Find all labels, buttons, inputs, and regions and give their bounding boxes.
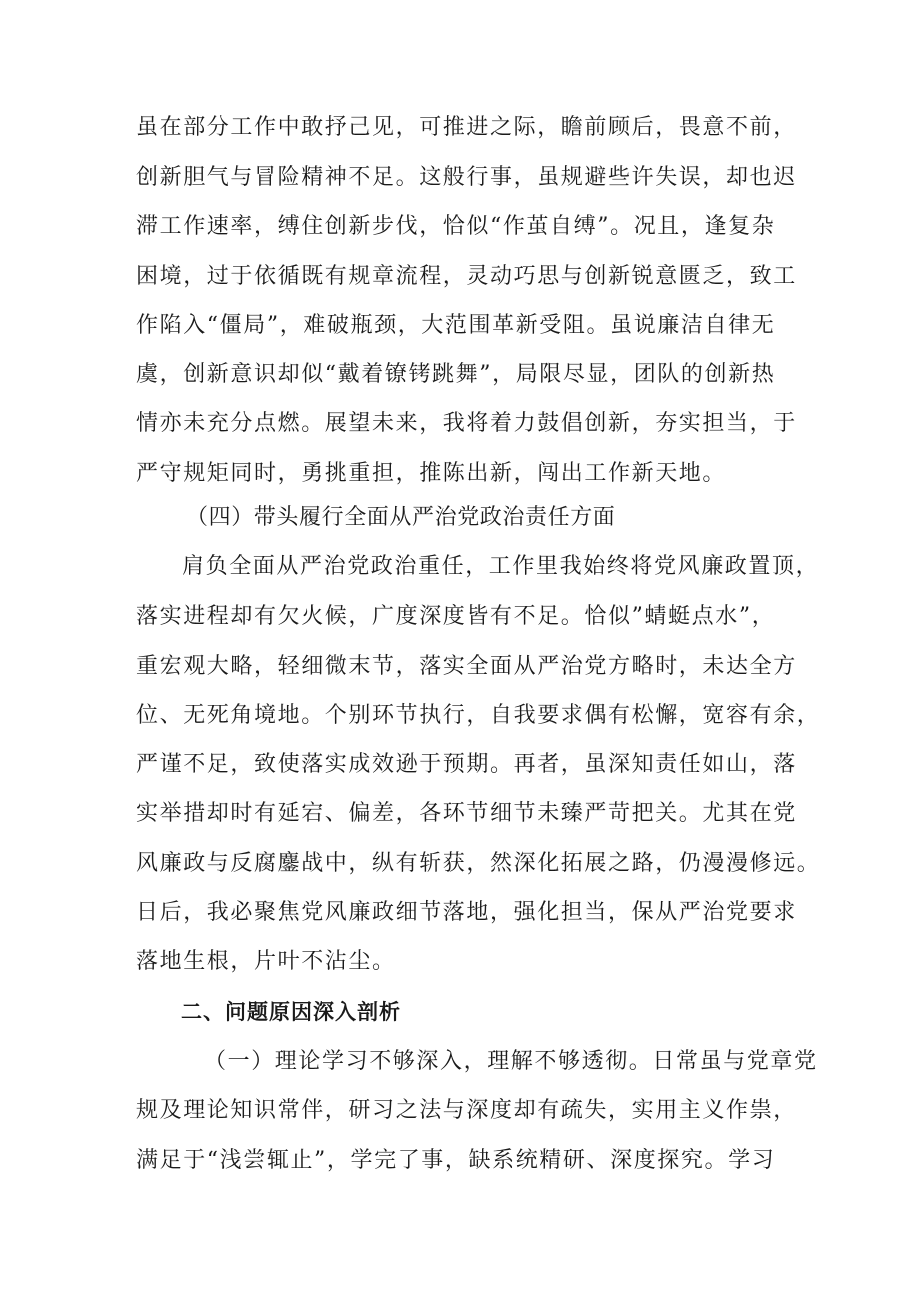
paragraph-line: 日后，我必聚焦党风廉政细节落地，强化担当，保从严治党要求 <box>136 900 797 925</box>
paragraph-line: 情亦未充分点燃。展望未来，我将着力鼓倡创新，夯实担当，于 <box>136 411 797 436</box>
paragraph-line: 肩负全面从严治党政治重任，工作里我始终将党风廉政置顶， <box>182 554 820 579</box>
paragraph-line: 重宏观大略，轻细微末节，落实全面从严治党方略时，未达全方 <box>136 654 797 679</box>
paragraph-line: 虞，创新意识却似“戴着镣铐跳舞”，局限尽显，团队的创新热 <box>136 362 776 387</box>
paragraph-line: 实举措却时有延宕、偏差，各环节细节未臻严苛把关。尤其在党 <box>136 801 797 826</box>
paragraph-line: 位、无死角境地。个别环节执行，自我要求偶有松懈，宽容有余， <box>136 703 821 728</box>
paragraph-line: 创新胆气与冒险精神不足。这般行事，虽规避些许失误，却也迟 <box>136 165 797 190</box>
paragraph-line: 规及理论知识常伴，研习之法与深度却有疏失，实用主义作祟， <box>136 1098 797 1123</box>
paragraph-line: 滞工作速率，缚住创新步伐，恰似“作茧自缚”。况且，逢复杂 <box>136 214 776 239</box>
paragraph-line: （一）理论学习不够深入，理解不够透彻。日常虽与党章党 <box>204 1049 818 1074</box>
paragraph-line: 严谨不足，致使落实成效逊于预期。再者，虽深知责任如山，落 <box>136 752 797 777</box>
section-title: （四）带头履行全面从严治党政治责任方面 <box>186 505 616 530</box>
paragraph-line: 落地生根，片叶不沾尘。 <box>136 949 396 974</box>
paragraph-line: 风廉政与反腐鏖战中，纵有斩获，然深化拓展之路，仍漫漫修远。 <box>136 851 821 876</box>
paragraph-line: 严守规矩同时，勇挑重担，推陈出新，闯出工作新天地。 <box>136 461 727 486</box>
paragraph-line: 落实进程却有欠火候，广度深度皆有不足。恰似”蜻蜓点水”， <box>136 604 776 629</box>
paragraph-line: 困境，过于依循既有规章流程，灵动巧思与创新锐意匮乏，致工 <box>136 264 797 289</box>
section-heading: 二、问题原因深入剖析 <box>181 1000 401 1024</box>
paragraph-line: 满足于“浅尝辄止”，学完了事，缺系统精研、深度探究。学习 <box>136 1148 776 1173</box>
paragraph-line: 作陷入“僵局”，难破瓶颈，大范围革新受阻。虽说廉洁自律无 <box>136 313 776 338</box>
paragraph-line: 虽在部分工作中敢抒己见，可推进之际，瞻前顾后，畏意不前， <box>136 115 797 140</box>
